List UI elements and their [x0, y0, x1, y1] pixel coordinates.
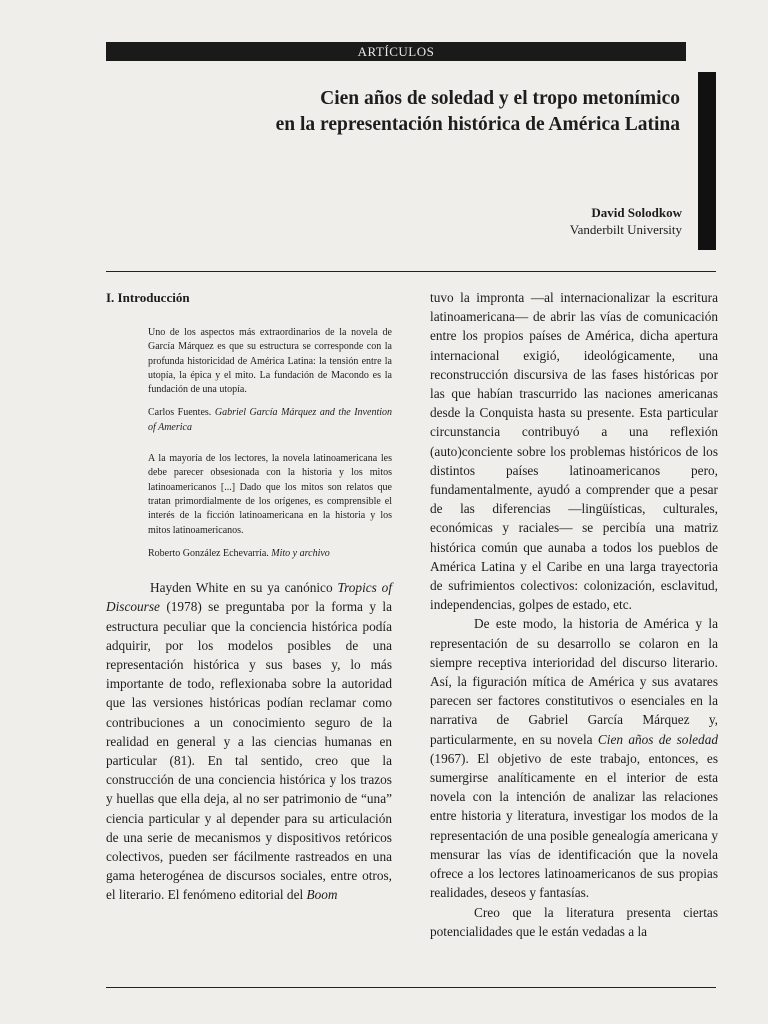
title-line-1: Cien años de soledad y el tropo metonímico [320, 88, 680, 109]
epigraph-2-work: Mito y archivo [271, 547, 330, 559]
epigraph-2-attribution [148, 547, 392, 561]
paragraph-text: Hayden White en su ya canónico [150, 580, 338, 596]
decorative-side-bar [698, 72, 716, 250]
left-column [106, 290, 392, 905]
cited-work: Tropics of Discourse [106, 580, 393, 615]
section-banner [106, 42, 686, 61]
paragraph: tuvo la impronta —al internacionalizar la escritura latinoamericana— de abrir las vías de comunicación entre los propios países de América, dicha apertura internacional exigió, ideológicamente, una reconstrucción discursiva de las fases históricas por las que habían trascurrido las naciones americanas desde la Conquista hasta su presente. Esta particular circunstancia contribuyó a una reflexión (auto)conciente sobre los problemas históricos de los distintos países latinoamericanos pero, fundamentalmente, ayudó a comprender que a pesar de las diferencias —lingüísticas, culturales, económicas y raciales— se percibía una matriz histórica común que aunaba a todos los pueblos de América Latina y el Caribe en una larga trayectoria de sufrimientos colectivos: colonización, esclavitud, independencias, golpes de estado, etc. [430, 290, 718, 613]
paragraph [430, 614, 718, 902]
epigraph-2-text: A la mayoría de los lectores, la novela latinoamericana les debe parecer obsesionada con la historia y los mitos latinoamericanos [...] Dado que los mitos son relatos que tratan primordialmente de los orígenes, es comprensible el interés de la ficción latinoamericana en la historia y los mitos latinoamericanos. [148, 453, 392, 536]
epigraph-2-author: Roberto González Echevarría. [148, 547, 272, 559]
paragraph [106, 578, 392, 904]
italic-term: Boom [306, 887, 338, 903]
author-block [570, 204, 682, 238]
epigraph-1-author: Carlos Fuentes. [148, 407, 215, 419]
author-affiliation: Vanderbilt University [569, 222, 682, 237]
top-divider [106, 271, 716, 272]
epigraph-1-text: Uno de los aspectos más extraordinarios de la novela de García Márquez es que su estructura se corresponde con la profunda historicidad de América Latina: la tensión entre la utopía, la épica y el mito. La fundación de Macondo es la fundación de una utopía. [148, 327, 392, 396]
section-label: ARTÍCULOS [357, 43, 435, 59]
cited-work: Cien años de soledad [597, 731, 718, 747]
bottom-divider [106, 987, 716, 988]
title-line-2: en la representación histórica de América Latina [275, 114, 680, 135]
paragraph-text: (1967). El objetivo de este trabajo, entonces, es sumergirse analíticamente en el interior de esta novela con la intención de analizar las relaciones entre historia y literatura, investigar los modos de la representación de una posible genealogía americana y mensurar las vías de identificación que la novela ofrece a los lectores latinoamericanos de sus propias realidades, deseos y fantasías. [430, 750, 718, 901]
section-heading: I. Introducción [106, 290, 190, 305]
paragraph-text: (1978) se preguntaba por la forma y la estructura peculiar que la conciencia histórica podía adquirir, por los modelos posibles de una representación histórica y sus bases y, lo más importante de todo, reflexionaba sobre la autoridad que las versiones históricas podían reclamar como contribuciones a un conocimiento seguro de la realidad en general y a las ciencias humanas en particular (81). En tal sentido, creo que la construcción de una conciencia histórica y los trazos y huellas que ella deja, al no ser patrimonio de “una” ciencia particular y al depender para su articulación de una serie de mecanismos y dispositivos retóricos colectivos, pueden ser fácilmente rastreados en una gama heterogénea de discursos sociales, entre otros, el literario. El fenómeno editorial del [106, 599, 392, 903]
left-body-text [106, 578, 392, 904]
paragraph-text: De este modo, la historia de América y la representación de su desarrollo se colaron en la siempre receptiva interioridad del discurso literario. Así, la figuración mítica de América y sus avatares parecen ser factores constitutivos o esenciales en la narrativa de Gabriel García Márquez y, particularmente, en su novela [430, 616, 718, 747]
author-name: David Solodkow [591, 205, 682, 220]
right-body-text [430, 288, 718, 941]
right-column [430, 288, 718, 941]
epigraph-1-attribution [148, 406, 392, 435]
epigraph-1-work: Gabriel García Márquez and the Invention of America [148, 407, 392, 433]
article-title [160, 86, 680, 138]
epigraphs [148, 326, 392, 561]
paragraph: Creo que la literatura presenta ciertas potencialidades que le están vedadas a la [430, 904, 718, 939]
